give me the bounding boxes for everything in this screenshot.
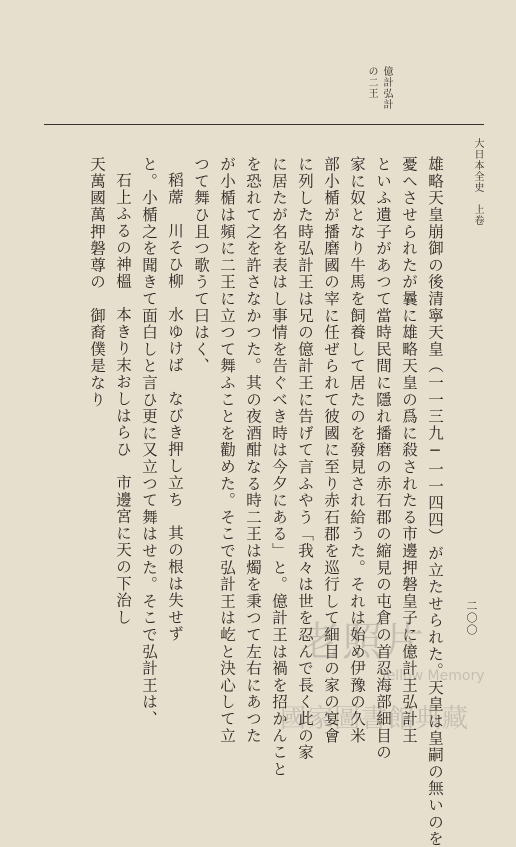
- text-line: 憂へさせられたが曩に雄略天皇の爲に殺されたる市邊押磐皇子に億計王弘計王: [400, 156, 418, 744]
- text-line: に居たが名を表はし事情を告ぐべき時は今夕にある」と。億計王は禍を招かんこと: [270, 156, 288, 778]
- watermark-line3: 國家圖書館典藏: [280, 704, 470, 734]
- watermark-line2: Yellow Memory: [380, 668, 485, 684]
- text-line: つて舞ひ且つ歌うて曰はく、: [192, 156, 210, 375]
- margin-note-line1: 億計弘計: [381, 66, 392, 110]
- text-line: 家に奴となり牛馬を飼養して居たのを發見され給うた。それは始め伊豫の久米: [348, 156, 366, 744]
- poem-line: 天萬國萬押磐尊の 御裔僕是なり: [88, 156, 106, 408]
- text-line: が小楯は頻に二王に立つて舞ふことを勸めた。そこで弘計王は屹と決心して立: [218, 156, 236, 744]
- text-line: 部小楯が播磨國の宰に任ぜられて彼國に至り赤石郡を巡行して細目の家の宴會: [322, 156, 340, 744]
- header-rule: [44, 124, 484, 125]
- text-line: と。小楯之を聞きて面白しと言ひ更に又立つて舞はせた。そこで弘計王は、: [140, 156, 158, 728]
- text-line: に列した時弘計王は兄の億計王に告げて言ふやう「我々は世を忍んで長く此の家: [296, 156, 314, 761]
- page-number: 二〇〇: [465, 600, 478, 636]
- poem-line: 稻蓆 川そひ柳 水ゆけば なびき押し立ち 其の根は失せず: [166, 171, 184, 642]
- text-line: を恐れて之を許さなかつた。其の夜酒酣なる時二王は燭を秉つて左右にあつた: [244, 156, 262, 744]
- margin-note-line2: の二王: [366, 66, 377, 99]
- poem-line: 石上ふるの神榲 本きり末おしはらひ 市邊宮に天の下治し: [114, 171, 132, 626]
- library-watermark: [280, 610, 510, 750]
- watermark-line1: 老照片: [300, 619, 426, 665]
- text-line: 雄略天皇崩御の後清寧天皇（一一三九─一一四四）が立たせられた。天皇は皇嗣の無いのを: [426, 156, 444, 847]
- text-line: といふ遺子があつて當時民間に隱れ播磨の赤石郡の縮見の屯倉の首忍海部細目の: [374, 156, 392, 761]
- running-head: 大日本全史 上卷: [472, 138, 483, 226]
